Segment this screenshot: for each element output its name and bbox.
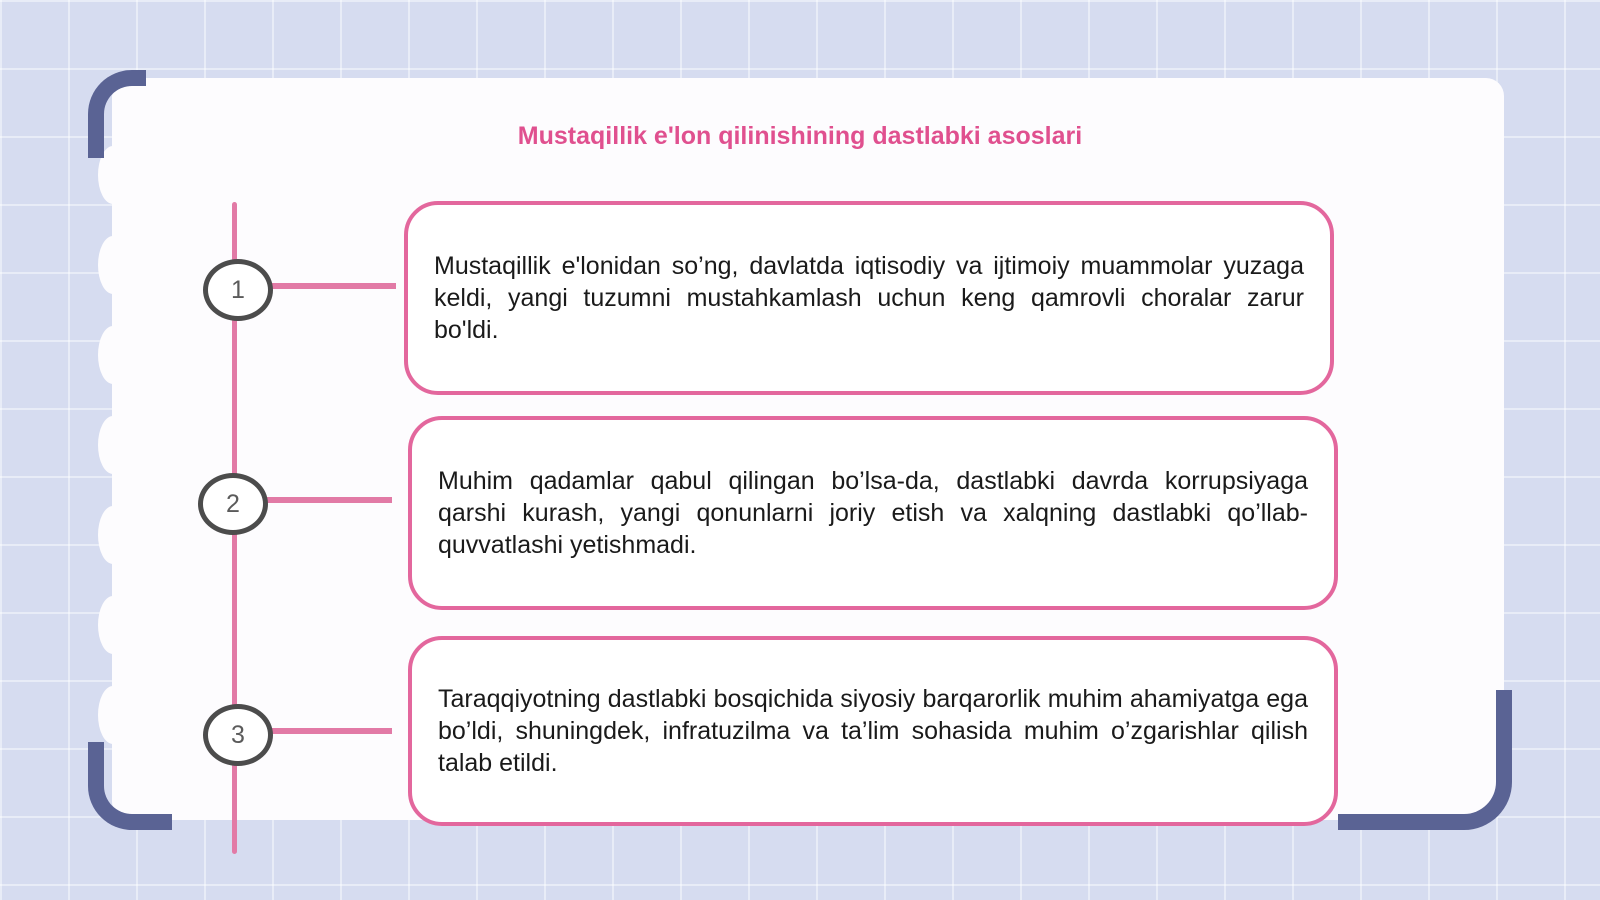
sheet-scallop <box>98 326 128 384</box>
sheet-scallop <box>98 416 128 474</box>
corner-bracket-top-left <box>88 70 146 158</box>
sheet-scallop <box>98 506 128 564</box>
slide-title: Mustaqillik e'lon qilinishining dastlabki asoslari <box>517 122 1083 150</box>
timeline-connector-2 <box>262 497 392 503</box>
step-card-1 <box>404 201 1334 395</box>
corner-bracket-bottom-right <box>1338 690 1512 830</box>
sheet-scallop <box>98 236 128 294</box>
sheet-scallop <box>98 686 128 744</box>
timeline-connector-1 <box>266 283 396 289</box>
step-text-3: Taraqqiyotning dastlabki bosqichida siyosiy barqarorlik muhim ahamiyatga ega bo’ldi, shuningdek, infratuzilma va ta’lim sohasida muhim o’zgarishlar qilish talab etildi. <box>438 685 1308 777</box>
step-text-1: Mustaqillik e'lonidan so’ng, davlatda iqtisodiy va ijtimoiy muammolar yuzaga keldi, yangi tuzumni mustahkamlash uchun keng qamrovli choralar zarur bo'ldi. <box>434 252 1304 344</box>
step-number-2: 2 <box>198 473 268 535</box>
step-card-3 <box>408 636 1338 826</box>
timeline-connector-3 <box>266 728 392 734</box>
corner-bracket-bottom-left <box>88 742 172 830</box>
step-number-1: 1 <box>203 259 273 321</box>
step-card-2 <box>408 416 1338 610</box>
step-number-3: 3 <box>203 704 273 766</box>
step-text-2: Muhim qadamlar qabul qilingan bo’lsa-da, dastlabki davrda korrupsiyaga qarshi kurash, yangi qonunlarni joriy etish va xalqning dastlabki qo’llab-quvvatlashi yetishmadi. <box>438 467 1308 559</box>
sheet-scallop <box>98 596 128 654</box>
